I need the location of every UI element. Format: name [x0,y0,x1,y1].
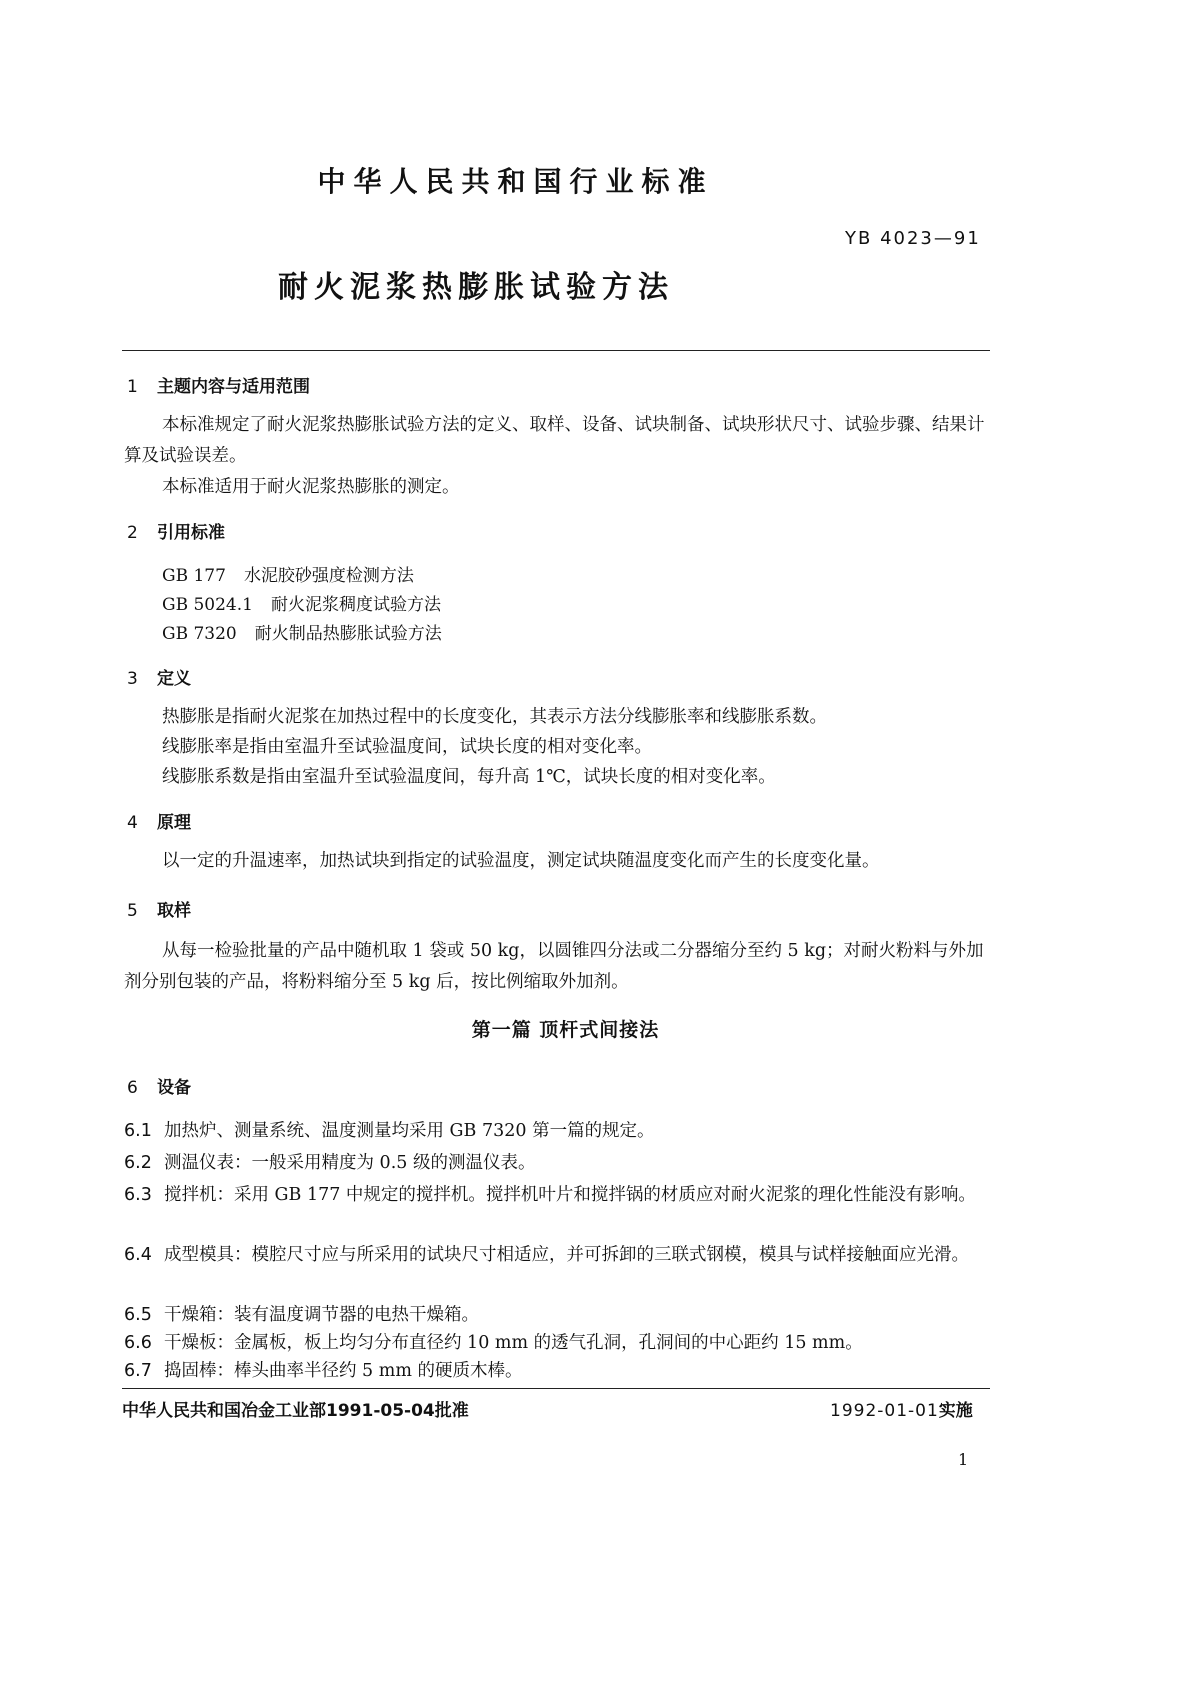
equipment-item: 6.5 干燥箱：装有温度调节器的电热干燥箱。 [124,1305,479,1325]
section-1-heading: 1 主题内容与适用范围 [127,377,310,397]
section-4-paragraph: 以一定的升温速率，加热试块到指定的试验温度，测定试块随温度变化而产生的长度变化量。 [162,851,880,871]
equipment-item: 6.3 搅拌机：采用 GB 177 中规定的搅拌机。搅拌机叶片和搅拌锅的材质应对耐火泥浆的理化性能没有影响。 [124,1185,976,1205]
document-title: 耐火泥浆热膨胀试验方法 [278,270,674,305]
section-3-heading: 3 定义 [127,669,191,689]
section-3-paragraph: 线膨胀系数是指由室温升至试验温度间，每升高 1℃，试块长度的相对变化率。 [162,767,776,787]
issuer-heading: 中华人民共和国行业标准 [317,165,714,198]
reference-item: GB 5024.1 耐火泥浆稠度试验方法 [162,595,441,615]
section-4-heading: 4 原理 [127,813,191,833]
implementation-line: 1992-01-01实施 [830,1401,973,1421]
section-5-paragraph: 从每一检验批量的产品中随机取 1 袋或 50 kg，以圆锥四分法或二分器缩分至约 5 kg；对耐火粉料与外加剂分别包装的产品，将粉料缩分至 5 kg 后，按比例缩取外加剂。 [124,941,984,992]
equipment-item: 6.4 成型模具：模腔尺寸应与所采用的试块尺寸相适应，并可拆卸的三联式钢模，模具与试样接触面应光滑。 [124,1245,969,1265]
standard-number: YB 4023—91 [845,228,981,249]
part-1-heading: 第一篇 顶杆式间接法 [471,1019,660,1041]
reference-item: GB 177 水泥胶砂强度检测方法 [162,566,414,586]
section-1-paragraph: 本标准规定了耐火泥浆热膨胀试验方法的定义、取样、设备、试块制备、试块形状尺寸、试验步骤、结果计算及试验误差。 [124,415,985,466]
footer-divider [122,1388,990,1389]
page-number: 1 [958,1450,969,1469]
section-3-paragraph: 线膨胀率是指由室温升至试验温度间，试块长度的相对变化率。 [162,737,652,757]
section-6-heading: 6 设备 [127,1078,191,1098]
equipment-item: 6.1 加热炉、测量系统、温度测量均采用 GB 7320 第一篇的规定。 [124,1121,655,1141]
equipment-item: 6.6 干燥板：金属板，板上均匀分布直径约 10 mm 的透气孔洞，孔洞间的中心距约 15 mm。 [124,1333,863,1353]
header-divider [122,350,990,351]
approval-line: 中华人民共和国冶金工业部1991-05-04批准 [122,1401,469,1421]
equipment-item: 6.7 捣固棒：棒头曲率半径约 5 mm 的硬质木棒。 [124,1361,523,1381]
section-3-paragraph: 热膨胀是指耐火泥浆在加热过程中的长度变化，其表示方法分线膨胀率和线膨胀系数。 [162,707,827,727]
reference-item: GB 7320 耐火制品热膨胀试验方法 [162,624,442,644]
section-5-heading: 5 取样 [127,901,191,921]
equipment-item: 6.2 测温仪表：一般采用精度为 0.5 级的测温仪表。 [124,1153,536,1173]
section-1-paragraph: 本标准适用于耐火泥浆热膨胀的测定。 [162,477,460,497]
section-2-heading: 2 引用标准 [127,523,225,543]
